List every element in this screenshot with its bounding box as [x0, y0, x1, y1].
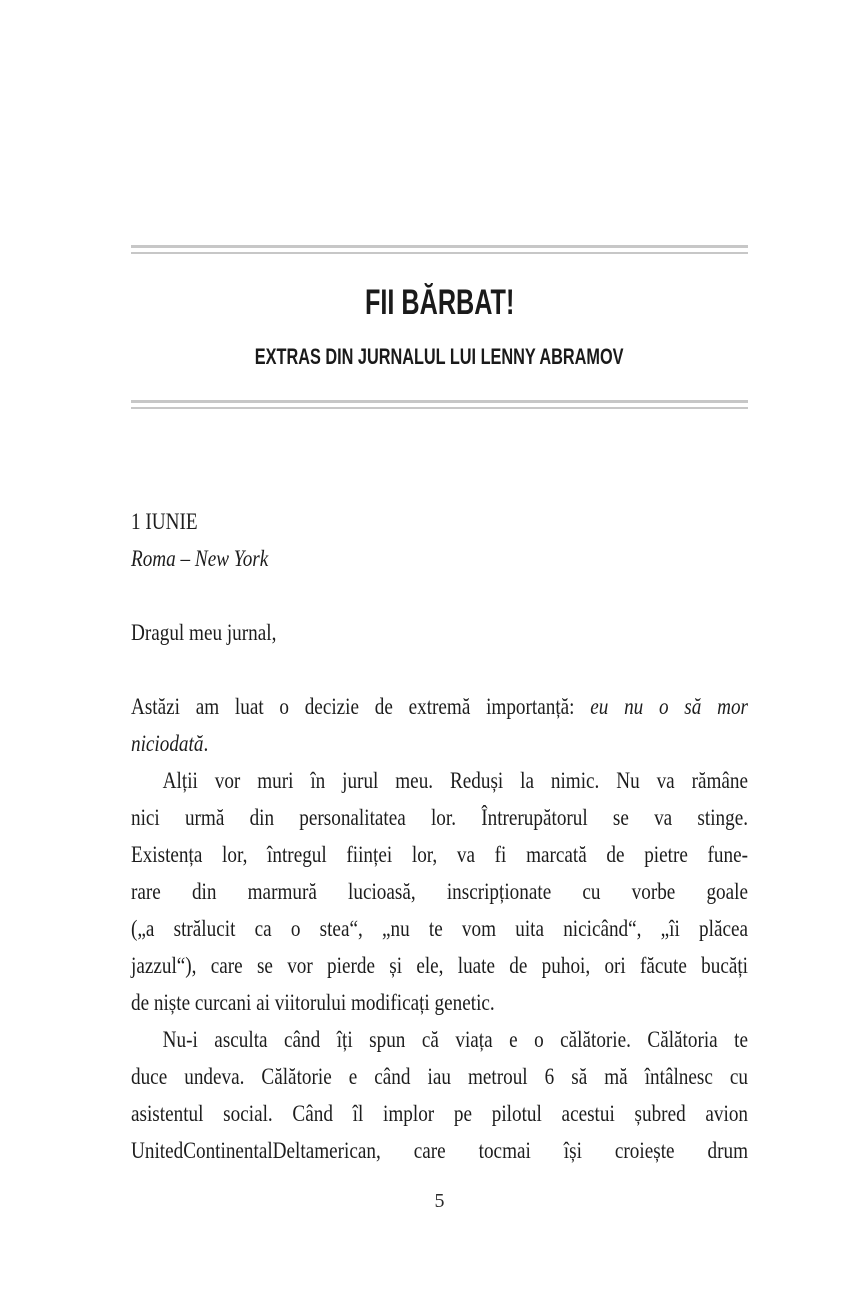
- text-span: rare din marmură lucioasă, inscripționate cu vorbe goale: [131, 879, 749, 904]
- divider-line: [131, 252, 748, 255]
- chapter-subtitle: [131, 345, 748, 368]
- paragraph: [131, 688, 748, 762]
- text-span: Nu-i asculta când îți spun că viața e o călătorie. Călătoria te: [162, 1027, 749, 1052]
- text-line: [131, 1021, 748, 1058]
- text-line: [131, 799, 748, 836]
- text-line: [131, 947, 748, 984]
- divider-line: [131, 245, 748, 248]
- text-span: Astăzi am luat o decizie de extremă importanță:: [131, 694, 591, 719]
- entry-date: 1 IUNIE: [131, 509, 198, 534]
- text-span: nici urmă din personalitatea lor. Întrerupătorul se va stinge.: [131, 805, 749, 830]
- salutation: Dragul meu jurnal,: [131, 620, 277, 645]
- text-span: asistentul social. Când îl implor pe pilotul acestui șubred avion: [131, 1101, 749, 1126]
- divider-line: [131, 407, 748, 410]
- text-span: UnitedContinentalDeltamerican, care tocmai își croiește drum: [131, 1138, 749, 1163]
- text-line: [131, 762, 748, 799]
- paragraph: [131, 1021, 748, 1169]
- diary-text-block: [131, 503, 748, 1169]
- text-line: [131, 910, 748, 947]
- text-line: [131, 688, 748, 725]
- text-line: [131, 873, 748, 910]
- text-line: [131, 1095, 748, 1132]
- text-span: .: [203, 731, 209, 756]
- paragraph: [131, 762, 748, 1021]
- chapter-title: [131, 285, 748, 321]
- text-line: [131, 1058, 748, 1095]
- text-line: [131, 1132, 748, 1169]
- text-line: [131, 984, 748, 1021]
- text-span: Alții vor muri în jurul meu. Reduși la nimic. Nu va rămâne: [162, 768, 749, 793]
- entry-route: Roma – New York: [131, 546, 269, 571]
- entry-heading: [131, 503, 748, 577]
- text-span: de niște curcani ai viitorului modificați genetic.: [131, 990, 495, 1015]
- text-span: duce undeva. Călătorie e când iau metroul 6 să mă întâlnesc cu: [131, 1064, 749, 1089]
- chapter-subtitle-text: EXTRAS DIN JURNALUL LUI LENNY ABRAMOV: [255, 344, 624, 369]
- text-span: Existența lor, întregul ființei lor, va fi marcată de pietre fune-: [131, 842, 749, 867]
- text-span: („a strălucit ca o stea“, „nu te vom uita nicicând“, „îi plăcea: [131, 916, 749, 941]
- page-content: [131, 0, 748, 1169]
- text-line: [131, 836, 748, 873]
- italic-text: niciodată: [131, 731, 204, 756]
- divider-top: [131, 0, 748, 254]
- divider-bottom: [131, 400, 748, 409]
- divider-line: [131, 400, 748, 403]
- text-line: [131, 725, 748, 762]
- body-text: [131, 688, 748, 1169]
- text-span: jazzul“), care se vor pierde și ele, luate de puhoi, ori făcute bucăți: [131, 953, 749, 978]
- chapter-title-text: FII BĂRBAT!: [364, 283, 515, 322]
- italic-text: eu nu o să mor: [590, 694, 749, 719]
- page-number: 5: [434, 1190, 445, 1212]
